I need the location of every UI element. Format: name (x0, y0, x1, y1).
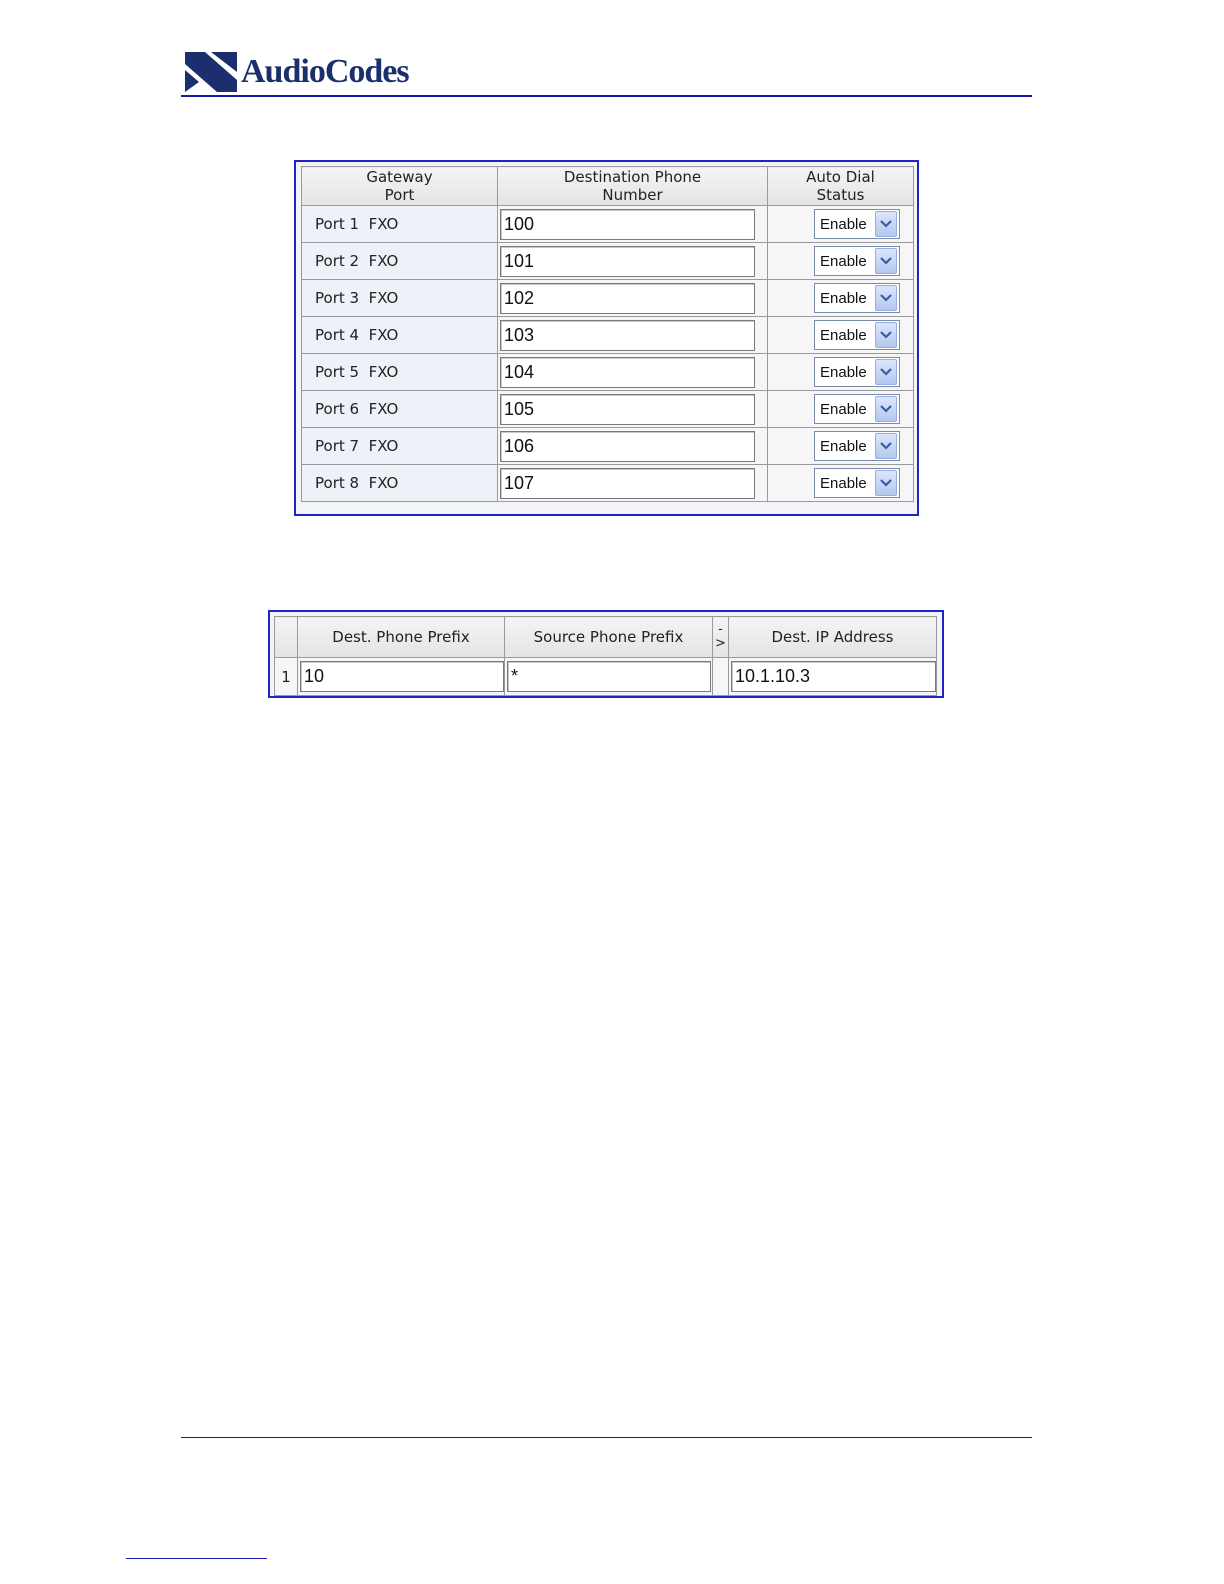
column-header-auto-dial-status: Auto Dial Status (768, 167, 914, 206)
chevron-down-icon[interactable] (875, 211, 897, 237)
table-row (302, 243, 914, 280)
destination-cell (498, 243, 768, 280)
source-prefix-cell (505, 658, 713, 696)
destination-phone-number-input[interactable]: 107 (500, 468, 755, 499)
destination-cell (498, 280, 768, 317)
destination-phone-number-input[interactable]: 103 (500, 320, 755, 351)
header-rule (181, 95, 1032, 97)
status-cell (768, 280, 914, 317)
chevron-down-icon[interactable] (875, 285, 897, 311)
column-header-arrow: - > (713, 617, 729, 658)
auto-dial-status-value: Enable (820, 215, 867, 233)
auto-dial-status-select[interactable] (814, 209, 900, 239)
destination-cell (498, 428, 768, 465)
automatic-dialing-table (301, 166, 914, 502)
table-row (302, 206, 914, 243)
port-label: Port 6 FXO (302, 391, 498, 428)
source-phone-prefix-input[interactable]: * (507, 661, 711, 692)
auto-dial-status-value: Enable (820, 326, 867, 344)
status-cell (768, 243, 914, 280)
auto-dial-status-value: Enable (820, 474, 867, 492)
dest-ip-cell (729, 658, 937, 696)
destination-phone-number-input[interactable]: 104 (500, 357, 755, 388)
status-cell (768, 428, 914, 465)
row-index: 1 (275, 658, 298, 696)
auto-dial-status-value: Enable (820, 252, 867, 270)
column-header-dest-phone-prefix: Dest. Phone Prefix (298, 617, 505, 658)
port-label: Port 1 FXO (302, 206, 498, 243)
port-label: Port 8 FXO (302, 465, 498, 502)
destination-cell (498, 206, 768, 243)
chevron-down-icon[interactable] (875, 248, 897, 274)
auto-dial-status-select[interactable] (814, 431, 900, 461)
arrow-cell (713, 658, 729, 696)
status-cell (768, 465, 914, 502)
status-cell (768, 317, 914, 354)
logo-text: AudioCodes (241, 53, 409, 90)
status-cell (768, 354, 914, 391)
port-label: Port 2 FXO (302, 243, 498, 280)
automatic-dialing-screenshot (294, 160, 919, 516)
auto-dial-status-select[interactable] (814, 320, 900, 350)
destination-cell (498, 354, 768, 391)
column-header-source-phone-prefix: Source Phone Prefix (505, 617, 713, 658)
table-row (302, 354, 914, 391)
audiocodes-logo-icon (185, 52, 237, 92)
table-row (302, 317, 914, 354)
dest-phone-prefix-input[interactable]: 10 (300, 661, 504, 692)
auto-dial-status-value: Enable (820, 400, 867, 418)
table-row (275, 658, 937, 696)
footnote-rule (126, 1558, 267, 1559)
audiocodes-logo (185, 50, 409, 94)
auto-dial-status-value: Enable (820, 437, 867, 455)
auto-dial-status-select[interactable] (814, 468, 900, 498)
destination-phone-number-input[interactable]: 106 (500, 431, 755, 462)
status-cell (768, 391, 914, 428)
table-row (302, 280, 914, 317)
destination-phone-number-input[interactable]: 100 (500, 209, 755, 240)
port-label: Port 4 FXO (302, 317, 498, 354)
auto-dial-status-select[interactable] (814, 246, 900, 276)
destination-cell (498, 391, 768, 428)
column-header-dest-ip-address: Dest. IP Address (729, 617, 937, 658)
chevron-down-icon[interactable] (875, 470, 897, 496)
port-label: Port 5 FXO (302, 354, 498, 391)
column-header-destination-phone-number: Destination Phone Number (498, 167, 768, 206)
auto-dial-status-select[interactable] (814, 357, 900, 387)
chevron-down-icon[interactable] (875, 396, 897, 422)
auto-dial-status-value: Enable (820, 289, 867, 307)
footer-rule (181, 1437, 1032, 1438)
destination-cell (498, 317, 768, 354)
auto-dial-status-select[interactable] (814, 283, 900, 313)
chevron-down-icon[interactable] (875, 322, 897, 348)
port-label: Port 7 FXO (302, 428, 498, 465)
table-row (302, 391, 914, 428)
status-cell (768, 206, 914, 243)
dest-prefix-cell (298, 658, 505, 696)
tel-to-ip-routing-screenshot (268, 610, 944, 698)
destination-phone-number-input[interactable]: 101 (500, 246, 755, 277)
auto-dial-status-value: Enable (820, 363, 867, 381)
chevron-down-icon[interactable] (875, 433, 897, 459)
destination-cell (498, 465, 768, 502)
dest-ip-address-input[interactable]: 10.1.10.3 (731, 661, 936, 692)
tel-to-ip-routing-table (274, 616, 937, 696)
auto-dial-status-select[interactable] (814, 394, 900, 424)
destination-phone-number-input[interactable]: 102 (500, 283, 755, 314)
table-row (302, 428, 914, 465)
chevron-down-icon[interactable] (875, 359, 897, 385)
port-label: Port 3 FXO (302, 280, 498, 317)
column-header-gateway-port: Gateway Port (302, 167, 498, 206)
table-row (302, 465, 914, 502)
column-header-index (275, 617, 298, 658)
destination-phone-number-input[interactable]: 105 (500, 394, 755, 425)
